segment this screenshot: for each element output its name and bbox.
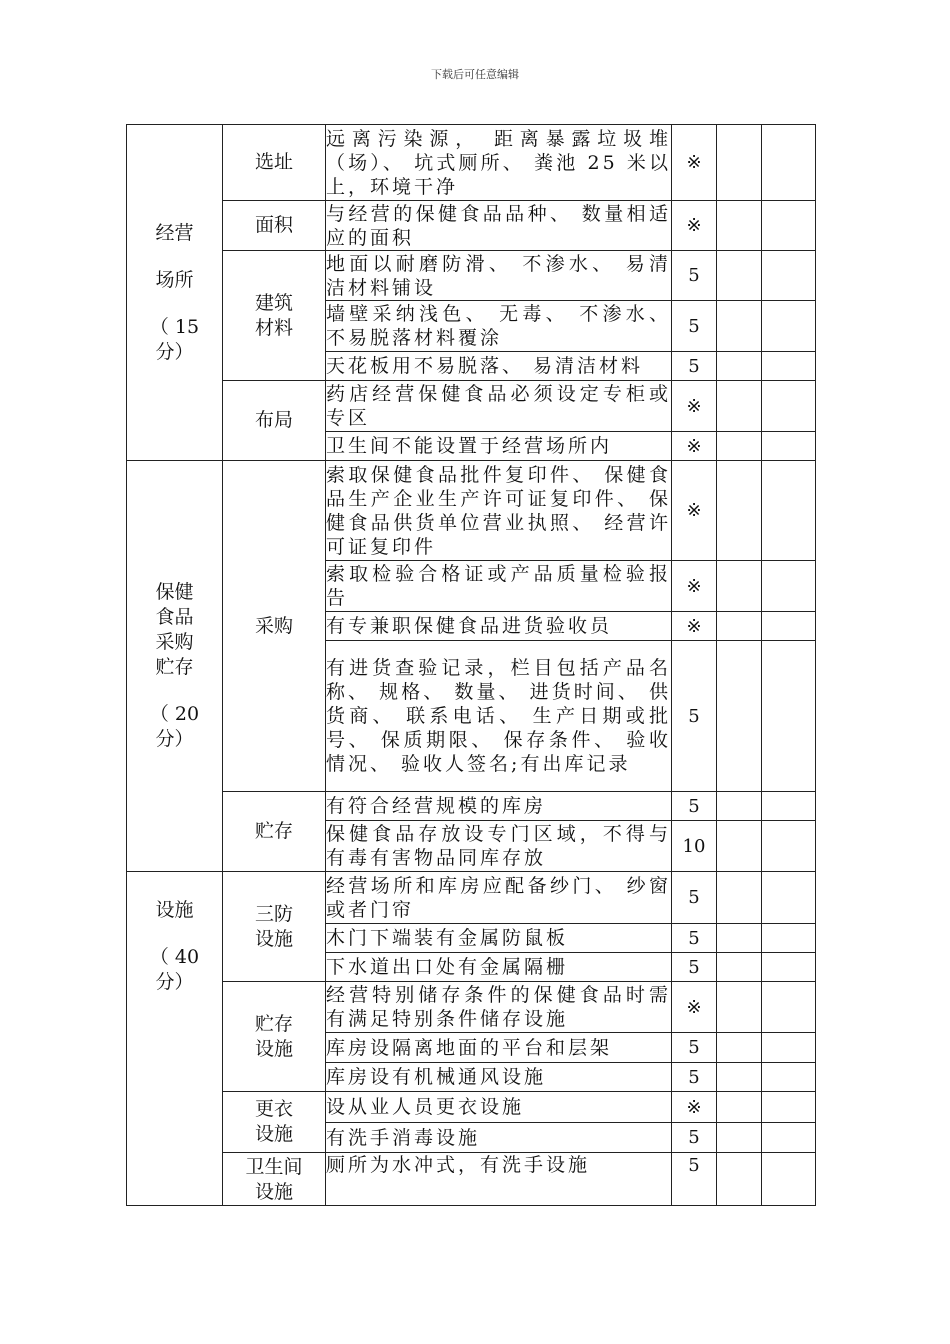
score-cell: 5 — [672, 1033, 717, 1063]
subcategory-changing-room: 更衣 设施 — [223, 1092, 326, 1153]
blank-cell — [717, 432, 762, 461]
blank-cell — [717, 924, 762, 953]
blank-cell — [762, 953, 816, 982]
score-cell: ※ — [672, 982, 717, 1033]
blank-cell — [717, 125, 762, 201]
blank-cell — [762, 1092, 816, 1123]
table-row — [127, 125, 816, 201]
blank-cell — [717, 251, 762, 301]
blank-cell — [717, 352, 762, 381]
requirement-cell: 保健食品存放设专门区域，不得与有毒有害物品同库存放 — [326, 821, 672, 872]
table-row — [127, 461, 816, 561]
table-row — [127, 381, 816, 432]
score-cell: ※ — [672, 1092, 717, 1123]
blank-cell — [717, 201, 762, 251]
score-cell: 5 — [672, 1063, 717, 1092]
blank-cell — [717, 461, 762, 561]
subcategory-three-prevention: 三防 设施 — [223, 872, 326, 982]
score-cell: 5 — [672, 301, 717, 352]
requirement-cell: 经营场所和库房应配备纱门、 纱窗或者门帘 — [326, 872, 672, 924]
requirement-cell: 索取保健食品批件复印件、 保健食品生产企业生产许可证复印件、 保健食品供货单位营业执照、 经营许可证复印件 — [326, 461, 672, 561]
blank-cell — [717, 953, 762, 982]
subcategory-toilet: 卫生间 设施 — [223, 1153, 326, 1206]
requirement-cell: 厕所为水冲式，有洗手设施 — [326, 1153, 672, 1206]
blank-cell — [762, 1123, 816, 1153]
inspection-table — [126, 124, 816, 1206]
score-cell: ※ — [672, 432, 717, 461]
blank-cell — [717, 301, 762, 352]
requirement-cell: 有专兼职保健食品进货验收员 — [326, 612, 672, 641]
blank-cell — [717, 982, 762, 1033]
blank-cell — [717, 792, 762, 821]
requirement-cell: 远离污染源， 距离暴露垃圾堆（场）、 坑式厕所、 粪池 25 米以上，环境干净 — [326, 125, 672, 201]
blank-cell — [717, 561, 762, 612]
blank-cell — [717, 381, 762, 432]
blank-cell — [762, 1033, 816, 1063]
requirement-cell: 天花板用不易脱落、 易清洁材料 — [326, 352, 672, 381]
table-row — [127, 792, 816, 821]
score-cell: 5 — [672, 1153, 717, 1206]
blank-cell — [762, 125, 816, 201]
requirement-cell: 经营特别储存条件的保健食品时需有满足特别条件储存设施 — [326, 982, 672, 1033]
blank-cell — [762, 924, 816, 953]
blank-cell — [717, 872, 762, 924]
score-cell: ※ — [672, 381, 717, 432]
subcategory-layout: 布局 — [223, 381, 326, 461]
requirement-cell: 索取检验合格证或产品质量检验报告 — [326, 561, 672, 612]
score-cell: 5 — [672, 872, 717, 924]
score-cell: 5 — [672, 641, 717, 792]
blank-cell — [762, 352, 816, 381]
table-row — [127, 1153, 816, 1206]
requirement-cell: 地面以耐磨防滑、 不渗水、 易清洁材料铺设 — [326, 252, 671, 299]
subcategory-building-material: 建筑 材料 — [223, 251, 326, 381]
score-cell: ※ — [672, 561, 717, 612]
table-row — [127, 982, 816, 1033]
requirement-cell: 卫生间不能设置于经营场所内 — [326, 432, 672, 461]
score-cell: 10 — [672, 821, 717, 872]
subcategory-storage-facility: 贮存 设施 — [223, 982, 326, 1092]
blank-cell — [762, 561, 816, 612]
blank-cell — [762, 381, 816, 432]
requirement-cell: 有洗手消毒设施 — [326, 1123, 672, 1153]
blank-cell — [762, 461, 816, 561]
subcategory-site: 选址 — [223, 125, 326, 201]
blank-cell — [762, 821, 816, 872]
blank-cell — [762, 982, 816, 1033]
requirement-cell: 墙壁采纳浅色、 无毒、 不渗水、 不易脱落材料覆涂 — [326, 301, 672, 352]
subcategory-storage: 贮存 — [223, 792, 326, 872]
page-header: 下载后可任意编辑 — [431, 68, 519, 81]
requirement-cell: 有进货查验记录，栏目包括产品名称、 规格、 数量、 进货时间、 供货商、 联系电话、 生产日期或批号、 保质期限、 保存条件、 验收情况、 验收人签名;有出库记录 — [326, 641, 672, 792]
score-cell: 5 — [672, 792, 717, 821]
score-cell: 5 — [672, 352, 717, 381]
blank-cell — [717, 1092, 762, 1123]
requirement-cell: 库房设有机械通风设施 — [326, 1063, 672, 1092]
requirement-cell: 药店经营保健食品必须设定专柜或专区 — [326, 381, 672, 432]
blank-cell — [717, 641, 762, 792]
blank-cell — [762, 1153, 816, 1206]
score-cell: ※ — [672, 461, 717, 561]
subcategory-purchase: 采购 — [223, 461, 326, 792]
blank-cell — [762, 1063, 816, 1092]
category-purchase-storage: 保健 食品 采购 贮存 （ 20 分） — [127, 461, 223, 872]
blank-cell — [717, 1063, 762, 1092]
score-cell: ※ — [672, 612, 717, 641]
requirement-cell: 库房设隔离地面的平台和层架 — [326, 1033, 672, 1063]
blank-cell — [762, 792, 816, 821]
subcategory-area: 面积 — [223, 201, 326, 251]
blank-cell — [717, 1153, 762, 1206]
requirement-cell: 木门下端装有金属防鼠板 — [326, 924, 672, 953]
blank-cell — [717, 821, 762, 872]
category-facilities: 设施 （ 40 分） — [127, 872, 223, 1206]
table-row — [127, 1092, 816, 1123]
score-cell: 5 — [672, 924, 717, 953]
blank-cell — [762, 612, 816, 641]
blank-cell — [717, 1033, 762, 1063]
blank-cell — [762, 641, 816, 792]
blank-cell — [762, 301, 816, 352]
blank-cell — [717, 612, 762, 641]
score-cell: ※ — [672, 125, 717, 201]
blank-cell — [762, 432, 816, 461]
requirement-cell: 有符合经营规模的库房 — [326, 792, 672, 821]
blank-cell — [762, 201, 816, 251]
score-cell: 5 — [672, 1123, 717, 1153]
blank-cell — [762, 872, 816, 924]
requirement-cell: 设从业人员更衣设施 — [326, 1092, 672, 1123]
table-row — [127, 251, 816, 301]
table-row — [127, 201, 816, 251]
blank-cell — [762, 251, 816, 301]
table-row — [127, 872, 816, 924]
requirement-cell: 下水道出口处有金属隔栅 — [326, 953, 672, 982]
blank-cell — [717, 1123, 762, 1153]
score-cell: 5 — [672, 251, 717, 301]
score-cell: ※ — [672, 201, 717, 251]
score-cell: 5 — [672, 953, 717, 982]
category-business-premises: 经营 场所 （ 15 分） — [127, 125, 223, 461]
requirement-cell: 与经营的保健食品品种、 数量相适应的面积 — [326, 202, 671, 249]
